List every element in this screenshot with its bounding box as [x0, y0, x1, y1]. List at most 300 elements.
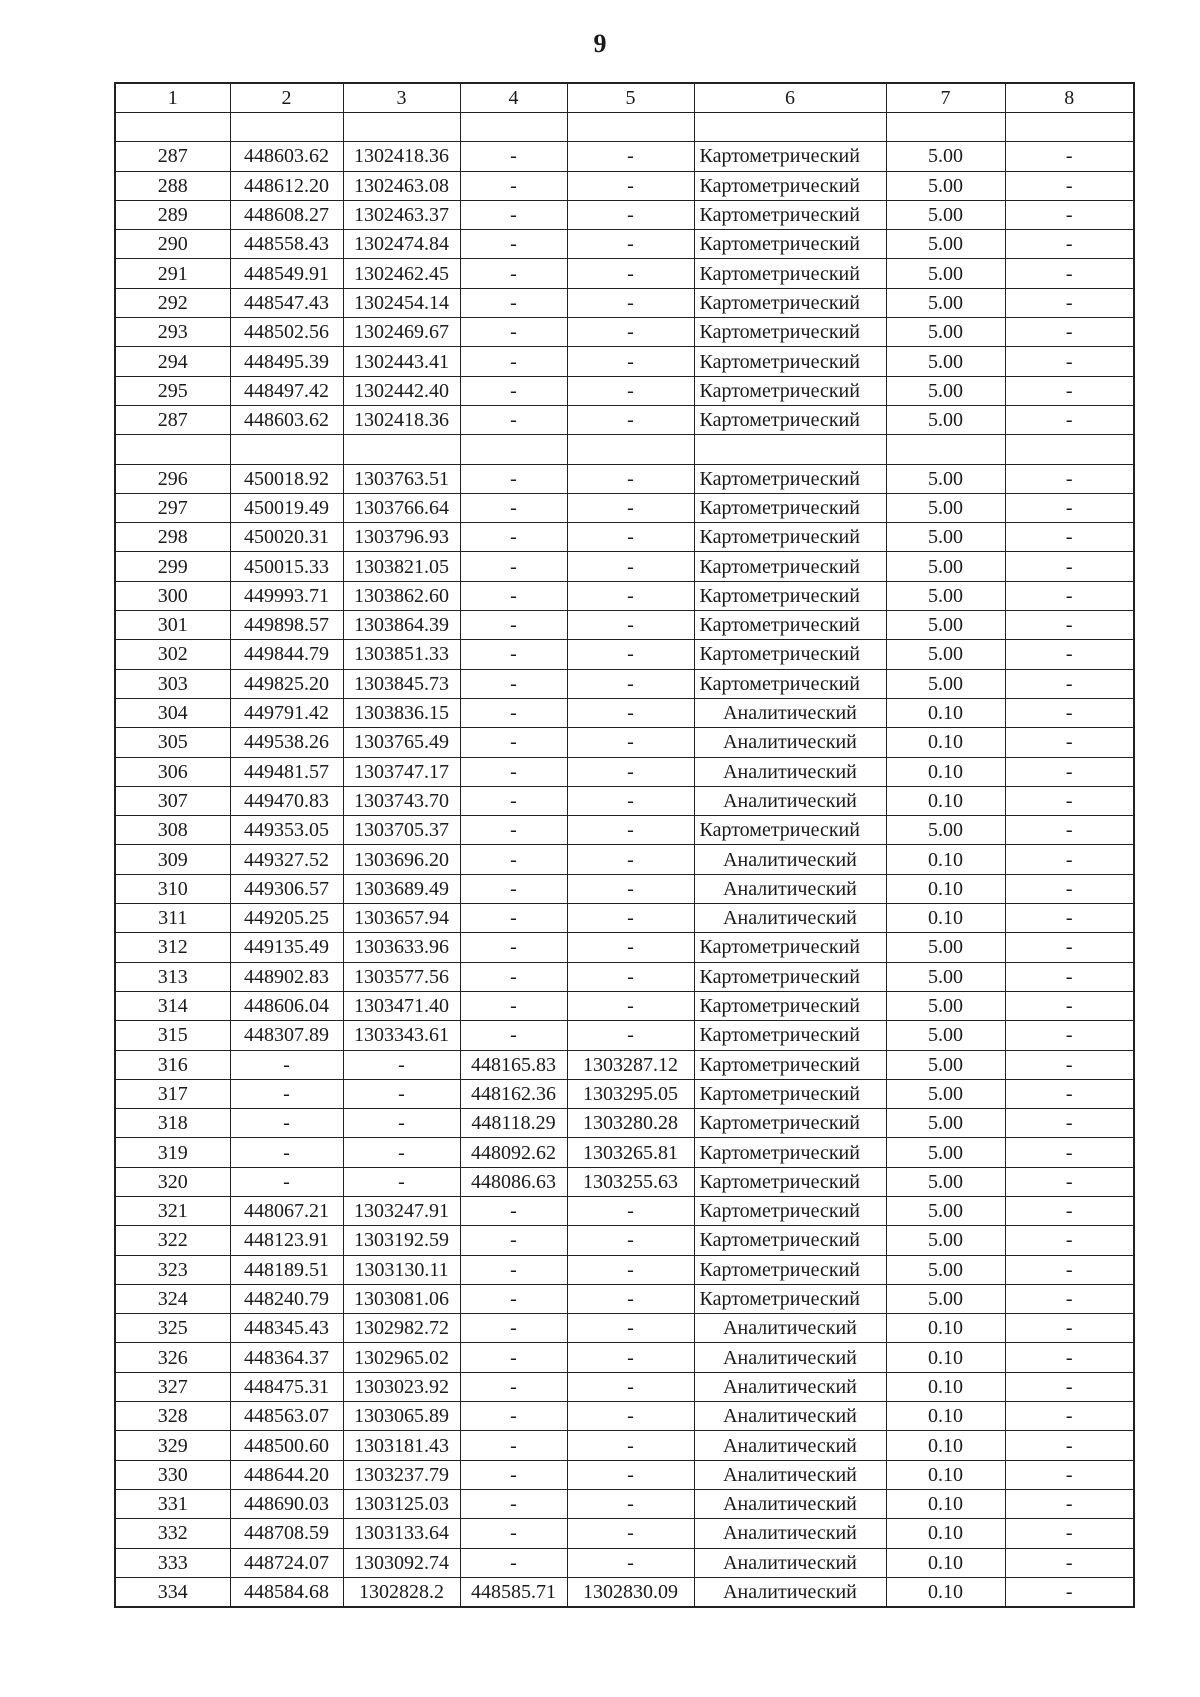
method-cell: Картометрический	[694, 1079, 886, 1108]
x-coord-cell: 448502.56	[230, 318, 343, 347]
x-new-cell: -	[460, 611, 567, 640]
x-new-cell: -	[460, 1284, 567, 1313]
y-coord-cell: 1303845.73	[343, 669, 460, 698]
x-new-cell: -	[460, 698, 567, 727]
table-row	[115, 991, 1134, 1020]
x-new-cell	[460, 435, 567, 464]
table-row	[115, 171, 1134, 200]
method-cell: Аналитический	[694, 728, 886, 757]
x-new-cell: -	[460, 933, 567, 962]
y-coord-cell: 1303577.56	[343, 962, 460, 991]
y-new-cell: -	[567, 845, 694, 874]
table-row	[115, 1314, 1134, 1343]
x-coord-cell	[230, 435, 343, 464]
y-new-cell: -	[567, 405, 694, 434]
y-new-cell: 1303287.12	[567, 1050, 694, 1079]
table-row	[115, 1460, 1134, 1489]
y-coord-cell: 1302469.67	[343, 318, 460, 347]
y-coord-cell: 1303065.89	[343, 1402, 460, 1431]
point-number-cell: 326	[115, 1343, 230, 1372]
x-new-cell: -	[460, 1460, 567, 1489]
x-new-cell: 448118.29	[460, 1109, 567, 1138]
table-row	[115, 1226, 1134, 1255]
y-new-cell: -	[567, 1021, 694, 1050]
y-new-cell: -	[567, 1431, 694, 1460]
note-cell: -	[1005, 1548, 1134, 1577]
y-new-cell: -	[567, 786, 694, 815]
y-coord-cell: 1303657.94	[343, 904, 460, 933]
y-coord-cell: 1303130.11	[343, 1255, 460, 1284]
method-cell: Аналитический	[694, 757, 886, 786]
y-coord-cell: 1303181.43	[343, 1431, 460, 1460]
point-number-cell: 295	[115, 376, 230, 405]
point-number-cell: 325	[115, 1314, 230, 1343]
y-new-cell: -	[567, 171, 694, 200]
x-new-cell: -	[460, 1226, 567, 1255]
column-header: 2	[230, 83, 343, 113]
method-cell: Картометрический	[694, 171, 886, 200]
point-number-cell: 308	[115, 816, 230, 845]
method-cell: Картометрический	[694, 552, 886, 581]
x-new-cell: -	[460, 1402, 567, 1431]
method-cell	[694, 113, 886, 142]
x-coord-cell: 448603.62	[230, 405, 343, 434]
y-new-cell: -	[567, 376, 694, 405]
y-coord-cell: 1303851.33	[343, 640, 460, 669]
column-header: 4	[460, 83, 567, 113]
y-coord-cell: 1302828.2	[343, 1577, 460, 1607]
x-new-cell: -	[460, 669, 567, 698]
x-new-cell: -	[460, 1196, 567, 1225]
x-new-cell: -	[460, 991, 567, 1020]
y-coord-cell	[343, 435, 460, 464]
table-row	[115, 1284, 1134, 1313]
x-coord-cell: 448558.43	[230, 230, 343, 259]
table-row	[115, 493, 1134, 522]
table-row	[115, 581, 1134, 610]
point-number-cell: 319	[115, 1138, 230, 1167]
method-cell: Аналитический	[694, 698, 886, 727]
method-cell: Картометрический	[694, 1109, 886, 1138]
x-new-cell: -	[460, 1372, 567, 1401]
note-cell: -	[1005, 1196, 1134, 1225]
note-cell: -	[1005, 464, 1134, 493]
note-cell: -	[1005, 1109, 1134, 1138]
accuracy-cell	[886, 113, 1005, 142]
x-coord-cell: 448584.68	[230, 1577, 343, 1607]
x-new-cell: -	[460, 816, 567, 845]
y-coord-cell: 1302442.40	[343, 376, 460, 405]
point-number-cell: 302	[115, 640, 230, 669]
accuracy-cell: 0.10	[886, 728, 1005, 757]
method-cell: Картометрический	[694, 669, 886, 698]
x-coord-cell: 448608.27	[230, 200, 343, 229]
y-new-cell: -	[567, 1402, 694, 1431]
x-new-cell: -	[460, 171, 567, 200]
table-row	[115, 1431, 1134, 1460]
x-coord-cell: 448240.79	[230, 1284, 343, 1313]
y-new-cell: -	[567, 200, 694, 229]
y-coord-cell	[343, 113, 460, 142]
x-coord-cell: 449135.49	[230, 933, 343, 962]
method-cell: Аналитический	[694, 845, 886, 874]
note-cell: -	[1005, 230, 1134, 259]
accuracy-cell: 5.00	[886, 1196, 1005, 1225]
note-cell: -	[1005, 142, 1134, 171]
point-number-cell: 303	[115, 669, 230, 698]
point-number-cell: 320	[115, 1167, 230, 1196]
point-number-cell: 289	[115, 200, 230, 229]
y-new-cell: -	[567, 464, 694, 493]
accuracy-cell: 0.10	[886, 1577, 1005, 1607]
y-new-cell: -	[567, 288, 694, 317]
y-coord-cell: 1303343.61	[343, 1021, 460, 1050]
table-row	[115, 1577, 1134, 1607]
y-coord-cell: 1303133.64	[343, 1519, 460, 1548]
point-number-cell: 298	[115, 523, 230, 552]
y-coord-cell: 1302982.72	[343, 1314, 460, 1343]
method-cell: Картометрический	[694, 1050, 886, 1079]
point-number-cell: 304	[115, 698, 230, 727]
y-new-cell: -	[567, 1460, 694, 1489]
y-coord-cell: 1302474.84	[343, 230, 460, 259]
table-row	[115, 318, 1134, 347]
x-new-cell: 448585.71	[460, 1577, 567, 1607]
table-row	[115, 698, 1134, 727]
accuracy-cell: 0.10	[886, 1489, 1005, 1518]
column-header: 7	[886, 83, 1005, 113]
point-number-cell: 334	[115, 1577, 230, 1607]
table-body	[115, 113, 1134, 1608]
y-new-cell: -	[567, 259, 694, 288]
accuracy-cell: 5.00	[886, 933, 1005, 962]
accuracy-cell: 5.00	[886, 552, 1005, 581]
accuracy-cell: 5.00	[886, 318, 1005, 347]
x-coord-cell: 448547.43	[230, 288, 343, 317]
method-cell: Картометрический	[694, 962, 886, 991]
point-number-cell: 330	[115, 1460, 230, 1489]
y-coord-cell: 1303247.91	[343, 1196, 460, 1225]
point-number-cell: 323	[115, 1255, 230, 1284]
x-new-cell: -	[460, 1314, 567, 1343]
accuracy-cell: 5.00	[886, 1255, 1005, 1284]
y-coord-cell: 1303633.96	[343, 933, 460, 962]
accuracy-cell: 5.00	[886, 405, 1005, 434]
y-new-cell: -	[567, 552, 694, 581]
y-coord-cell: -	[343, 1109, 460, 1138]
x-new-cell: -	[460, 405, 567, 434]
note-cell: -	[1005, 318, 1134, 347]
x-new-cell: -	[460, 347, 567, 376]
note-cell: -	[1005, 405, 1134, 434]
point-number-cell: 307	[115, 786, 230, 815]
point-number-cell: 287	[115, 405, 230, 434]
note-cell: -	[1005, 1519, 1134, 1548]
accuracy-cell: 5.00	[886, 816, 1005, 845]
point-number-cell: 321	[115, 1196, 230, 1225]
x-new-cell: 448086.63	[460, 1167, 567, 1196]
x-new-cell: -	[460, 1021, 567, 1050]
point-number-cell: 316	[115, 1050, 230, 1079]
table-row	[115, 1021, 1134, 1050]
y-coord-cell: 1303125.03	[343, 1489, 460, 1518]
accuracy-cell: 5.00	[886, 288, 1005, 317]
y-coord-cell: 1303765.49	[343, 728, 460, 757]
y-new-cell: -	[567, 230, 694, 259]
x-coord-cell: 450018.92	[230, 464, 343, 493]
accuracy-cell: 5.00	[886, 171, 1005, 200]
y-new-cell: -	[567, 1196, 694, 1225]
point-number-cell: 293	[115, 318, 230, 347]
x-new-cell: -	[460, 845, 567, 874]
x-new-cell: -	[460, 728, 567, 757]
method-cell: Картометрический	[694, 493, 886, 522]
x-new-cell: 448092.62	[460, 1138, 567, 1167]
note-cell: -	[1005, 1343, 1134, 1372]
y-coord-cell: 1302454.14	[343, 288, 460, 317]
column-header: 8	[1005, 83, 1134, 113]
accuracy-cell: 0.10	[886, 1519, 1005, 1548]
y-coord-cell: 1303689.49	[343, 874, 460, 903]
x-new-cell: -	[460, 493, 567, 522]
accuracy-cell: 5.00	[886, 376, 1005, 405]
note-cell: -	[1005, 1284, 1134, 1313]
accuracy-cell: 0.10	[886, 1431, 1005, 1460]
note-cell: -	[1005, 1402, 1134, 1431]
y-coord-cell: 1303023.92	[343, 1372, 460, 1401]
x-coord-cell: 449470.83	[230, 786, 343, 815]
table-row	[115, 1255, 1134, 1284]
x-coord-cell: 448708.59	[230, 1519, 343, 1548]
accuracy-cell: 5.00	[886, 640, 1005, 669]
point-number-cell: 315	[115, 1021, 230, 1050]
point-number-cell: 314	[115, 991, 230, 1020]
accuracy-cell: 5.00	[886, 962, 1005, 991]
accuracy-cell: 0.10	[886, 757, 1005, 786]
table-row	[115, 962, 1134, 991]
method-cell: Картометрический	[694, 376, 886, 405]
x-new-cell: -	[460, 962, 567, 991]
accuracy-cell: 5.00	[886, 523, 1005, 552]
point-number-cell: 290	[115, 230, 230, 259]
page-number: 9	[593, 29, 607, 58]
accuracy-cell: 0.10	[886, 786, 1005, 815]
point-number-cell: 329	[115, 1431, 230, 1460]
accuracy-cell: 5.00	[886, 464, 1005, 493]
point-number-cell: 331	[115, 1489, 230, 1518]
method-cell: Картометрический	[694, 318, 886, 347]
accuracy-cell: 5.00	[886, 1226, 1005, 1255]
table-row	[115, 288, 1134, 317]
x-coord-cell: -	[230, 1167, 343, 1196]
table-row	[115, 874, 1134, 903]
x-coord-cell: 450015.33	[230, 552, 343, 581]
accuracy-cell: 5.00	[886, 1050, 1005, 1079]
point-number-cell: 297	[115, 493, 230, 522]
y-new-cell	[567, 113, 694, 142]
note-cell: -	[1005, 1489, 1134, 1518]
table-row	[115, 1372, 1134, 1401]
note-cell: -	[1005, 698, 1134, 727]
x-coord-cell: 449306.57	[230, 874, 343, 903]
x-new-cell: -	[460, 1489, 567, 1518]
note-cell: -	[1005, 991, 1134, 1020]
column-header: 5	[567, 83, 694, 113]
accuracy-cell: 0.10	[886, 904, 1005, 933]
x-new-cell: -	[460, 1548, 567, 1577]
y-new-cell: 1302830.09	[567, 1577, 694, 1607]
x-coord-cell: 448189.51	[230, 1255, 343, 1284]
y-new-cell: -	[567, 1519, 694, 1548]
table-row	[115, 933, 1134, 962]
y-new-cell: -	[567, 698, 694, 727]
y-new-cell: -	[567, 1314, 694, 1343]
x-coord-cell: 448307.89	[230, 1021, 343, 1050]
point-number-cell: 294	[115, 347, 230, 376]
x-new-cell: -	[460, 288, 567, 317]
method-cell: Картометрический	[694, 347, 886, 376]
method-cell: Аналитический	[694, 1372, 886, 1401]
y-coord-cell: -	[343, 1167, 460, 1196]
method-cell: Аналитический	[694, 1577, 886, 1607]
note-cell: -	[1005, 786, 1134, 815]
table-row	[115, 376, 1134, 405]
note-cell: -	[1005, 640, 1134, 669]
table-row	[115, 230, 1134, 259]
note-cell: -	[1005, 200, 1134, 229]
x-coord-cell: 448495.39	[230, 347, 343, 376]
accuracy-cell: 5.00	[886, 581, 1005, 610]
table-row	[115, 405, 1134, 434]
x-coord-cell: 448475.31	[230, 1372, 343, 1401]
note-cell: -	[1005, 904, 1134, 933]
x-new-cell: -	[460, 200, 567, 229]
y-new-cell: 1303265.81	[567, 1138, 694, 1167]
x-coord-cell: 449791.42	[230, 698, 343, 727]
method-cell: Аналитический	[694, 904, 886, 933]
table-row	[115, 347, 1134, 376]
point-number-cell: 318	[115, 1109, 230, 1138]
note-cell: -	[1005, 728, 1134, 757]
y-new-cell: -	[567, 1489, 694, 1518]
x-new-cell: -	[460, 318, 567, 347]
method-cell: Картометрический	[694, 933, 886, 962]
note-cell: -	[1005, 874, 1134, 903]
y-new-cell: -	[567, 1284, 694, 1313]
point-number-cell: 324	[115, 1284, 230, 1313]
note-cell: -	[1005, 845, 1134, 874]
point-number-cell: 309	[115, 845, 230, 874]
x-coord-cell: 449844.79	[230, 640, 343, 669]
x-coord-cell	[230, 113, 343, 142]
method-cell: Аналитический	[694, 1460, 886, 1489]
x-new-cell: -	[460, 1255, 567, 1284]
x-new-cell: 448162.36	[460, 1079, 567, 1108]
x-coord-cell: 448497.42	[230, 376, 343, 405]
note-cell: -	[1005, 962, 1134, 991]
method-cell: Аналитический	[694, 1489, 886, 1518]
method-cell: Картометрический	[694, 640, 886, 669]
method-cell: Аналитический	[694, 1314, 886, 1343]
y-new-cell: -	[567, 1226, 694, 1255]
note-cell: -	[1005, 1138, 1134, 1167]
point-number-cell: 317	[115, 1079, 230, 1108]
x-coord-cell: 448067.21	[230, 1196, 343, 1225]
x-new-cell: -	[460, 786, 567, 815]
x-new-cell: -	[460, 640, 567, 669]
note-cell	[1005, 435, 1134, 464]
y-new-cell: -	[567, 991, 694, 1020]
point-number-cell: 291	[115, 259, 230, 288]
y-new-cell: 1303295.05	[567, 1079, 694, 1108]
note-cell: -	[1005, 1050, 1134, 1079]
table-row	[115, 200, 1134, 229]
point-number-cell: 328	[115, 1402, 230, 1431]
y-coord-cell: -	[343, 1079, 460, 1108]
x-coord-cell: 448644.20	[230, 1460, 343, 1489]
note-cell: -	[1005, 552, 1134, 581]
y-new-cell: -	[567, 669, 694, 698]
y-new-cell: -	[567, 1343, 694, 1372]
y-new-cell: -	[567, 347, 694, 376]
accuracy-cell: 5.00	[886, 230, 1005, 259]
note-cell: -	[1005, 1255, 1134, 1284]
method-cell: Картометрический	[694, 1226, 886, 1255]
y-coord-cell: 1303192.59	[343, 1226, 460, 1255]
accuracy-cell: 5.00	[886, 1138, 1005, 1167]
method-cell: Картометрический	[694, 288, 886, 317]
method-cell	[694, 435, 886, 464]
column-header: 3	[343, 83, 460, 113]
note-cell: -	[1005, 1167, 1134, 1196]
y-coord-cell: 1302462.45	[343, 259, 460, 288]
y-coord-cell: 1303092.74	[343, 1548, 460, 1577]
x-coord-cell: 448724.07	[230, 1548, 343, 1577]
point-number-cell: 313	[115, 962, 230, 991]
column-header: 1	[115, 83, 230, 113]
table-row	[115, 1079, 1134, 1108]
table-row	[115, 1519, 1134, 1548]
y-new-cell: -	[567, 933, 694, 962]
point-number-cell: 288	[115, 171, 230, 200]
x-new-cell: 448165.83	[460, 1050, 567, 1079]
table-row	[115, 1109, 1134, 1138]
table-row	[115, 1167, 1134, 1196]
y-new-cell: 1303255.63	[567, 1167, 694, 1196]
table-row	[115, 1196, 1134, 1225]
x-new-cell: -	[460, 230, 567, 259]
y-coord-cell: 1303696.20	[343, 845, 460, 874]
x-coord-cell: 450020.31	[230, 523, 343, 552]
accuracy-cell: 5.00	[886, 1021, 1005, 1050]
x-new-cell: -	[460, 464, 567, 493]
note-cell: -	[1005, 1431, 1134, 1460]
x-coord-cell: 448123.91	[230, 1226, 343, 1255]
x-coord-cell: -	[230, 1079, 343, 1108]
y-coord-cell: 1303796.93	[343, 523, 460, 552]
accuracy-cell	[886, 435, 1005, 464]
y-new-cell: -	[567, 493, 694, 522]
y-new-cell: -	[567, 611, 694, 640]
note-cell: -	[1005, 347, 1134, 376]
point-number-cell: 322	[115, 1226, 230, 1255]
method-cell: Картометрический	[694, 142, 886, 171]
x-new-cell: -	[460, 1343, 567, 1372]
x-coord-cell: 448606.04	[230, 991, 343, 1020]
method-cell: Картометрический	[694, 816, 886, 845]
method-cell: Аналитический	[694, 1519, 886, 1548]
accuracy-cell: 0.10	[886, 1372, 1005, 1401]
